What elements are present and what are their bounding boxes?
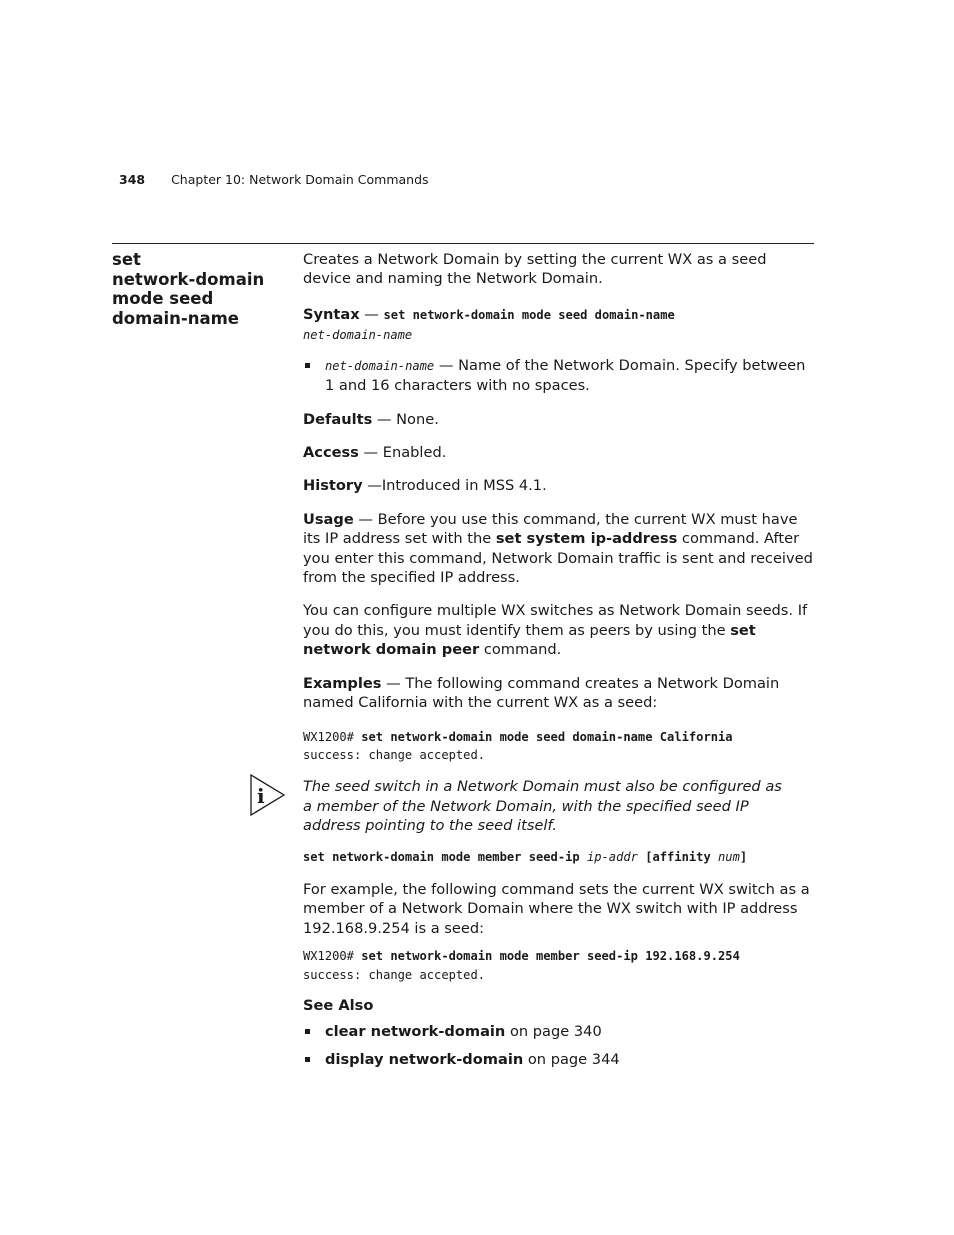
see-also-heading: See Also bbox=[303, 996, 374, 1014]
cli-output: success: change accepted. bbox=[303, 967, 486, 982]
cli-prompt: WX1200# bbox=[303, 729, 362, 744]
history-paragraph bbox=[303, 476, 815, 495]
syntax-param: net-domain-name bbox=[303, 327, 413, 342]
defaults-paragraph bbox=[303, 410, 815, 429]
member-syntax bbox=[303, 848, 815, 866]
see-also-link[interactable]: clear network-domain bbox=[325, 1023, 506, 1041]
usage-text-1: — Before you use this command, the current WX must have its IP address set with the bbox=[303, 510, 798, 548]
title-line: domain-name bbox=[112, 308, 239, 328]
usage-label: Usage bbox=[303, 510, 354, 528]
title-line: set bbox=[112, 250, 141, 269]
examples-label: Examples bbox=[303, 674, 382, 692]
usage2-command: set network domain peer bbox=[303, 621, 756, 659]
access-paragraph bbox=[303, 443, 815, 462]
command-body bbox=[303, 250, 815, 1069]
param-description bbox=[303, 356, 815, 396]
syntax-block bbox=[303, 305, 815, 345]
cli-command: set network-domain mode seed domain-name California bbox=[361, 729, 733, 744]
usage-paragraph bbox=[303, 510, 815, 588]
cli-output: success: change accepted. bbox=[303, 747, 486, 762]
param-name: net-domain-name bbox=[325, 358, 435, 373]
syntax-label: Syntax bbox=[303, 305, 360, 323]
info-note-icon bbox=[250, 774, 286, 816]
defaults-text: — None. bbox=[372, 410, 439, 428]
see-also-page: on page 340 bbox=[505, 1023, 602, 1041]
note-text: The seed switch in a Network Domain must also be configured as a member of the Network Domain, with the specified seed IP address pointing to the seed itself. bbox=[303, 778, 782, 835]
cli-command: set network-domain mode member seed-ip 192.168.9.254 bbox=[361, 949, 740, 964]
info-glyph: i bbox=[257, 784, 265, 808]
member-option-close: ] bbox=[739, 849, 748, 864]
examples-paragraph bbox=[303, 674, 815, 713]
see-also-item[interactable] bbox=[303, 1050, 815, 1069]
member-command: set network-domain mode member seed-ip bbox=[303, 849, 587, 864]
see-also-item[interactable] bbox=[303, 1022, 815, 1041]
usage-paragraph-2 bbox=[303, 601, 815, 659]
usage-command: set system ip-address bbox=[495, 530, 678, 548]
cli-prompt: WX1200# bbox=[303, 949, 362, 964]
see-also-link[interactable]: display network-domain bbox=[325, 1050, 524, 1068]
intro-paragraph: Creates a Network Domain by setting the current WX as a seed device and naming the Network Domain. bbox=[303, 251, 767, 288]
example-code-2 bbox=[303, 947, 815, 984]
access-text: — Enabled. bbox=[358, 444, 447, 462]
example-code-1 bbox=[303, 728, 815, 765]
usage-text-2: command. After you enter this command, Network Domain traffic is sent and received from the specified IP address. bbox=[303, 530, 813, 587]
member-option: [affinity bbox=[637, 849, 719, 864]
defaults-label: Defaults bbox=[303, 410, 373, 428]
bullet-marker bbox=[305, 363, 310, 368]
title-line: mode seed bbox=[112, 289, 214, 309]
running-header bbox=[119, 172, 429, 187]
command-title bbox=[112, 250, 292, 328]
chapter-title: Chapter 10: Network Domain Commands bbox=[171, 172, 429, 187]
section-rule bbox=[112, 243, 814, 244]
page-number: 348 bbox=[119, 172, 146, 187]
bullet-marker bbox=[305, 1029, 310, 1034]
member-arg-num: num bbox=[718, 849, 740, 864]
see-also-page: on page 344 bbox=[523, 1050, 620, 1068]
access-label: Access bbox=[303, 444, 359, 462]
usage2-text-2: command. bbox=[479, 641, 562, 659]
history-text: —Introduced in MSS 4.1. bbox=[362, 477, 547, 495]
bullet-marker bbox=[305, 1057, 310, 1062]
param-text: — Name of the Network Domain. Specify between 1 and 16 characters with no spaces. bbox=[325, 356, 806, 395]
syntax-command: set network-domain mode seed domain-name bbox=[383, 307, 675, 322]
member-arg-ip: ip-addr bbox=[586, 849, 638, 864]
usage2-text-1: You can configure multiple WX switches as Network Domain seeds. If you do this, you must identify them as peers by using the bbox=[303, 602, 808, 639]
for-example-paragraph: For example, the following command sets the current WX switch as a member of a Network Domain where the WX switch with IP address 192.168.9.254 is a seed: bbox=[303, 880, 810, 937]
syntax-dash: — bbox=[359, 305, 384, 323]
title-line: network-domain bbox=[112, 269, 265, 289]
examples-text: — The following command creates a Network Domain named California with the current WX as a seed: bbox=[303, 674, 780, 712]
history-label: History bbox=[303, 477, 363, 495]
